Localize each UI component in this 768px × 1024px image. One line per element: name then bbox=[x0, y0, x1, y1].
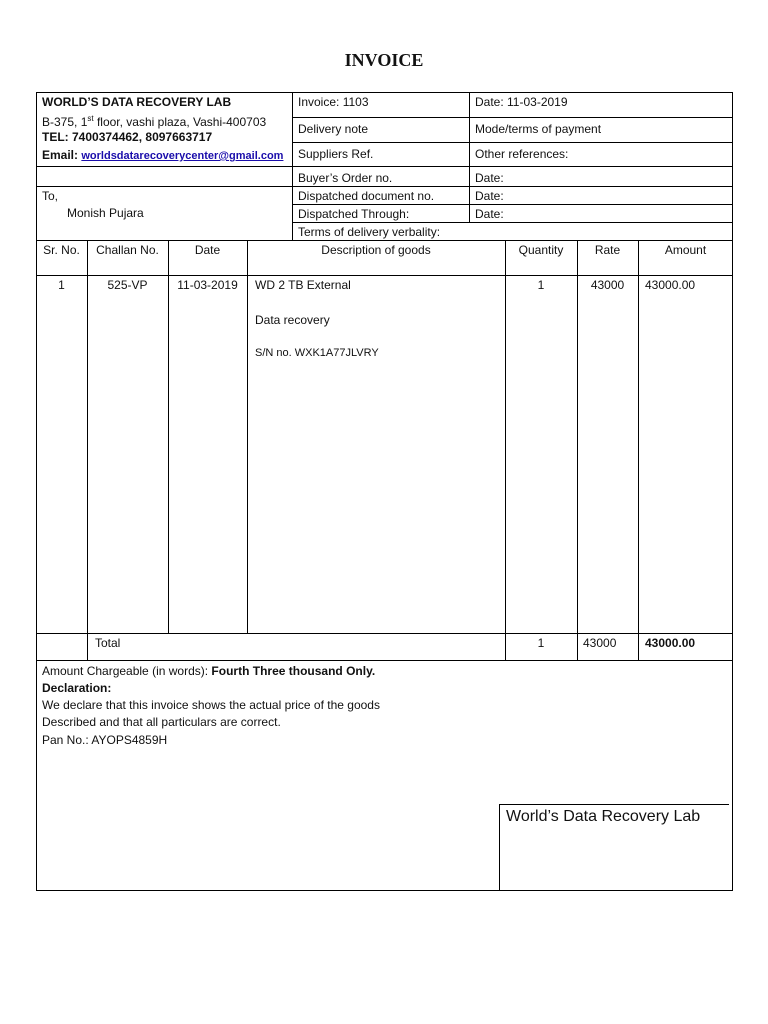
divider bbox=[36, 186, 733, 187]
divider bbox=[469, 92, 470, 222]
row-description-line2: Data recovery bbox=[255, 313, 330, 327]
invoice-number: Invoice: 1103 bbox=[298, 95, 369, 109]
divider bbox=[36, 166, 733, 167]
header-amount: Amount bbox=[664, 243, 707, 257]
declaration-line2: Described and that all particulars are correct. bbox=[42, 715, 281, 729]
total-rate: 43000 bbox=[583, 636, 617, 650]
other-references: Other references: bbox=[475, 147, 569, 161]
seller-email-row bbox=[42, 148, 283, 163]
address-part: B-375, 1 bbox=[42, 115, 88, 129]
divider bbox=[292, 222, 733, 223]
total-label: Total bbox=[95, 636, 121, 650]
divider bbox=[292, 142, 733, 143]
signature-company-name: World’s Data Recovery Lab bbox=[506, 808, 701, 825]
terms-delivery: Terms of delivery verbality: bbox=[298, 225, 441, 239]
divider bbox=[505, 240, 506, 660]
row-description-line1: WD 2 TB External bbox=[255, 278, 351, 292]
signature-box-left bbox=[499, 804, 500, 891]
address-part: floor, vashi plaza, Vashi-400703 bbox=[93, 115, 267, 129]
row-sr-no: 1 bbox=[58, 278, 65, 292]
mode-terms-payment: Mode/terms of payment bbox=[475, 122, 602, 136]
signature-box-top bbox=[499, 804, 729, 805]
total-amount: 43000.00 bbox=[645, 636, 696, 650]
header-sr-no: Sr. No. bbox=[43, 243, 80, 257]
to-label: To, bbox=[42, 189, 59, 203]
buyers-order-date: Date: bbox=[475, 171, 504, 185]
divider bbox=[168, 240, 169, 633]
invoice-title: INVOICE bbox=[344, 50, 424, 70]
row-rate: 43000 bbox=[590, 278, 625, 292]
row-challan-no: 525-VP bbox=[107, 278, 148, 292]
dispatched-document: Dispatched document no. bbox=[298, 189, 435, 203]
header-quantity: Quantity bbox=[518, 243, 564, 257]
divider bbox=[292, 117, 733, 118]
suppliers-ref: Suppliers Ref. bbox=[298, 147, 374, 161]
divider bbox=[292, 204, 733, 205]
divider bbox=[36, 240, 733, 241]
buyers-order: Buyer’s Order no. bbox=[298, 171, 393, 185]
row-date: 11-03-2019 bbox=[177, 278, 238, 292]
row-quantity: 1 bbox=[537, 278, 545, 292]
dispatched-through-date: Date: bbox=[475, 207, 504, 221]
delivery-note: Delivery note bbox=[298, 122, 369, 136]
total-quantity: 1 bbox=[537, 636, 545, 650]
amount-in-words bbox=[42, 664, 375, 678]
seller-tel: TEL: 7400374462, 8097663717 bbox=[42, 130, 213, 144]
header-challan-no: Challan No. bbox=[96, 243, 159, 257]
divider bbox=[638, 240, 639, 660]
address-sup: st bbox=[87, 114, 94, 123]
email-link[interactable]: worldsdatarecoverycenter@gmail.com bbox=[81, 150, 284, 162]
pan-number: Pan No.: AYOPS4859H bbox=[42, 733, 168, 747]
invoice-date: Date: 11-03-2019 bbox=[475, 95, 568, 109]
header-date: Date bbox=[194, 243, 221, 257]
divider bbox=[247, 240, 248, 633]
seller-address bbox=[42, 112, 266, 129]
dispatched-through: Dispatched Through: bbox=[298, 207, 410, 221]
row-serial-number: S/N no. WXK1A77JLVRY bbox=[255, 347, 379, 359]
amount-in-words-label: Amount Chargeable (in words): bbox=[42, 664, 212, 678]
declaration-line1: We declare that this invoice shows the actual price of the goods bbox=[42, 698, 380, 712]
seller-name: WORLD’S DATA RECOVERY LAB bbox=[42, 95, 232, 109]
header-rate: Rate bbox=[594, 243, 621, 257]
amount-in-words-value: Fourth Three thousand Only. bbox=[211, 664, 376, 678]
row-amount: 43000.00 bbox=[645, 278, 696, 292]
dispatched-document-date: Date: bbox=[475, 189, 504, 203]
divider bbox=[36, 633, 733, 634]
email-label: Email: bbox=[42, 148, 82, 162]
buyer-name: Monish Pujara bbox=[67, 206, 144, 220]
divider bbox=[87, 240, 88, 660]
divider bbox=[577, 240, 578, 660]
divider bbox=[36, 660, 733, 661]
header-description: Description of goods bbox=[321, 243, 431, 257]
declaration-heading: Declaration: bbox=[42, 681, 112, 695]
divider bbox=[36, 275, 733, 276]
